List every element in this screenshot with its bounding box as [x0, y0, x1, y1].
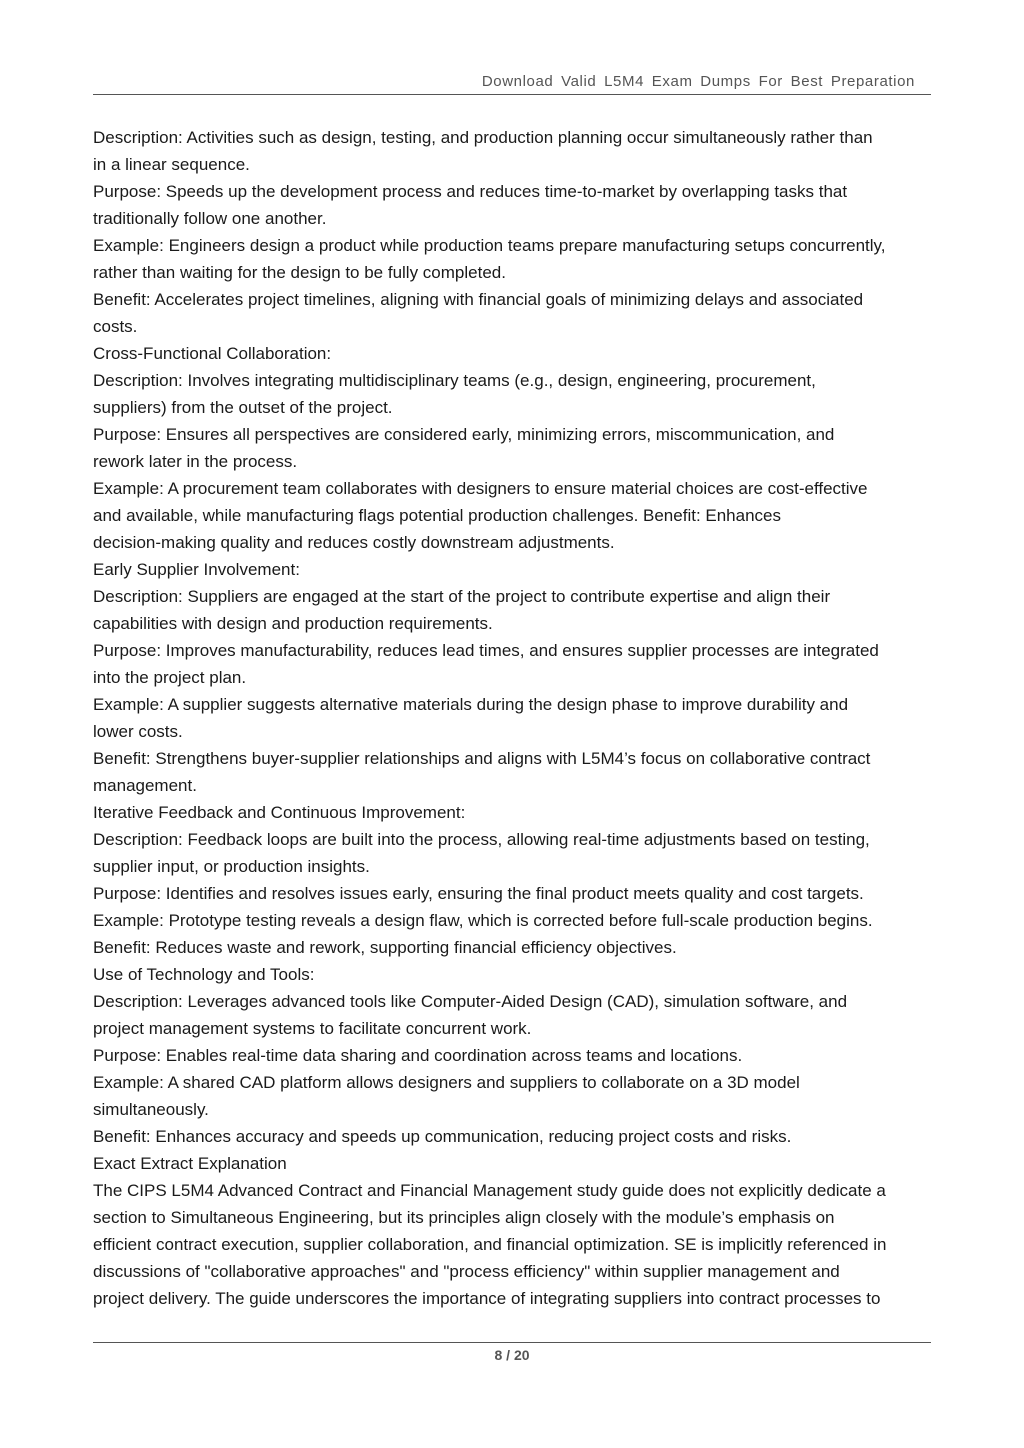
text-line: Iterative Feedback and Continuous Improvement: — [93, 803, 466, 822]
text-line: Purpose: Speeds up the development process and reduces time-to-market by overlapping tasks that — [93, 182, 848, 201]
text-line: Purpose: Enables real-time data sharing and coordination across teams and locations. — [93, 1046, 743, 1065]
text-line: Example: A procurement team collaborates with designers to ensure material choices are cost-effective — [93, 479, 868, 498]
text-line: Benefit: Accelerates project timelines, aligning with financial goals of minimizing delays and associated — [93, 290, 864, 309]
text-line: Example: Prototype testing reveals a design flaw, which is corrected before full-scale production begins. — [93, 911, 873, 930]
text-line: into the project plan. — [93, 668, 247, 687]
text-line: costs. — [93, 317, 138, 336]
page-footer — [93, 1342, 931, 1365]
text-line: Example: A supplier suggests alternative materials during the design phase to improve durability and — [93, 695, 849, 714]
text-line: Example: A shared CAD platform allows designers and suppliers to collaborate on a 3D model — [93, 1073, 800, 1092]
text-line: Benefit: Reduces waste and rework, supporting financial efficiency objectives. — [93, 938, 677, 957]
text-line: Exact Extract Explanation — [93, 1154, 287, 1173]
text-line: Description: Activities such as design, testing, and production planning occur simultaneously rather than — [93, 128, 873, 147]
header-title: Download Valid L5M4 Exam Dumps For Best Preparation — [481, 73, 915, 90]
text-line: and available, while manufacturing flags potential production challenges. Benefit: Enhances — [93, 506, 782, 525]
text-line: efficient contract execution, supplier collaboration, and financial optimization. SE is implicitly referenced in — [93, 1235, 887, 1254]
text-line: discussions of "collaborative approaches" and "process efficiency" within supplier management and — [93, 1262, 840, 1281]
text-line: Description: Feedback loops are built into the process, allowing real-time adjustments based on testing, — [93, 830, 870, 849]
text-line: lower costs. — [93, 722, 183, 741]
text-line: The CIPS L5M4 Advanced Contract and Financial Management study guide does not explicitly dedicate a — [93, 1181, 886, 1200]
text-line: project delivery. The guide underscores the importance of integrating suppliers into contract processes to — [93, 1289, 881, 1308]
text-line: Cross-Functional Collaboration: — [93, 344, 332, 363]
text-line: Example: Engineers design a product while production teams prepare manufacturing setups concurrently, — [93, 236, 886, 255]
text-line: Purpose: Improves manufacturability, reduces lead times, and ensures supplier processes are integrated — [93, 641, 879, 660]
text-line: rather than waiting for the design to be fully completed. — [93, 263, 506, 282]
text-line: simultaneously. — [93, 1100, 209, 1119]
text-line: Purpose: Ensures all perspectives are considered early, minimizing errors, miscommunication, and — [93, 425, 835, 444]
text-line: decision-making quality and reduces costly downstream adjustments. — [93, 533, 615, 552]
page-number: 8 / 20 — [494, 1347, 530, 1363]
text-line: Use of Technology and Tools: — [93, 965, 315, 984]
document-body — [93, 124, 935, 1312]
text-line: capabilities with design and production requirements. — [93, 614, 493, 633]
text-line: Purpose: Identifies and resolves issues early, ensuring the final product meets quality and cost targets. — [93, 884, 864, 903]
text-line: project management systems to facilitate concurrent work. — [93, 1019, 532, 1038]
text-line: Description: Suppliers are engaged at the start of the project to contribute expertise and align their — [93, 587, 831, 606]
text-line: Description: Leverages advanced tools like Computer-Aided Design (CAD), simulation software, and — [93, 992, 848, 1011]
text-line: section to Simultaneous Engineering, but its principles align closely with the module’s emphasis on — [93, 1208, 835, 1227]
text-line: Benefit: Enhances accuracy and speeds up communication, reducing project costs and risks. — [93, 1127, 792, 1146]
text-line: in a linear sequence. — [93, 155, 250, 174]
text-line: rework later in the process. — [93, 452, 298, 471]
text-line: Description: Involves integrating multidisciplinary teams (e.g., design, engineering, procurement, — [93, 371, 816, 390]
text-line: supplier input, or production insights. — [93, 857, 370, 876]
text-line: management. — [93, 776, 197, 795]
page-header — [93, 72, 931, 95]
text-line: suppliers) from the outset of the project. — [93, 398, 393, 417]
text-line: traditionally follow one another. — [93, 209, 327, 228]
text-line: Early Supplier Involvement: — [93, 560, 300, 579]
text-line: Benefit: Strengthens buyer-supplier relationships and aligns with L5M4’s focus on collaborative contract — [93, 749, 871, 768]
